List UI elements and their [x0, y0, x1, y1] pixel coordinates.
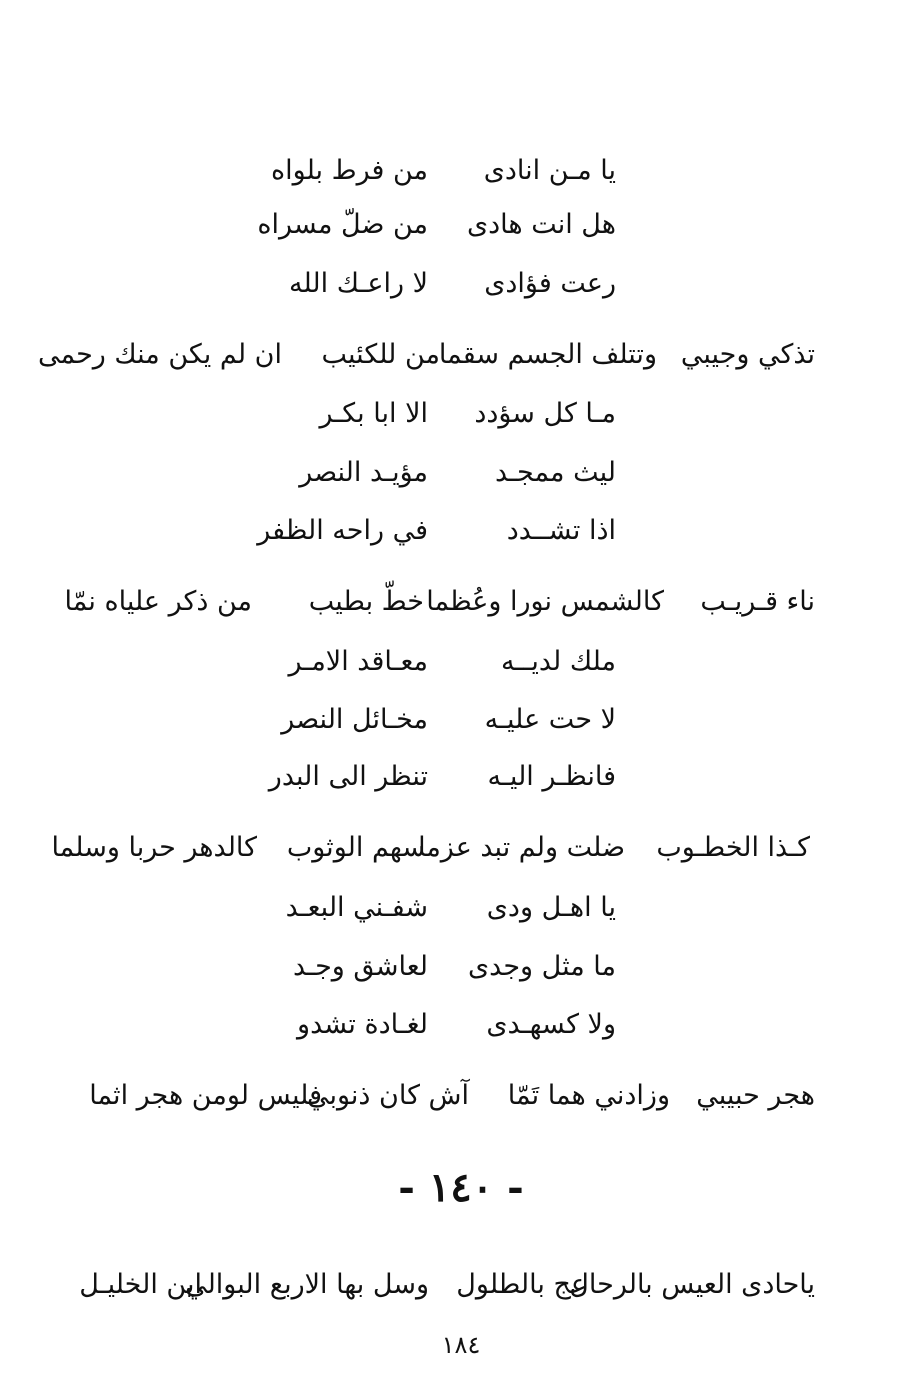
refrain-part: آش كان ذنوبي [306, 1080, 469, 1111]
refrain-part: ناء قـريـب [700, 586, 815, 617]
verse-left-hemistich: مؤيـد النصر [299, 457, 428, 488]
verse-line [0, 208, 922, 242]
verse-line [0, 891, 922, 925]
refrain-part: ياحادى العيس بالرحال [569, 1269, 815, 1300]
verse-line [0, 456, 922, 490]
section-number: - ١٤٠ - [398, 1164, 524, 1211]
verse-right-hemistich: مـا كل سؤدد [474, 398, 616, 429]
refrain-part: سهم الوثوب [286, 832, 425, 863]
verse-line [0, 703, 922, 737]
verse-left-hemistich: لعاشق وجـد [292, 951, 428, 982]
verse-right-hemistich: فانظـر اليـه [487, 761, 616, 792]
verse-left-hemistich: شفـني البعـد [285, 892, 428, 923]
verse-line [0, 645, 922, 679]
verse-right-hemistich: ملك لديــه [501, 646, 616, 677]
refrain-line [0, 831, 922, 865]
refrain-part: من للكئيب [321, 339, 440, 370]
verse-left-hemistich: من فرط بلواه [270, 155, 428, 186]
verse-line [0, 1008, 922, 1042]
refrain-part: عج بالطلول [456, 1269, 587, 1300]
verse-right-hemistich: ليث ممجـد [494, 457, 616, 488]
verse-right-hemistich: يا مـن انادى [483, 155, 616, 186]
verse-left-hemistich: لغـادة تشدو [297, 1009, 428, 1040]
refrain-part: كـذا الخطـوب [656, 832, 810, 863]
refrain-part: اين الخليـل [79, 1269, 202, 1300]
refrain-part: ضلت ولم تبد عزما [418, 832, 625, 863]
refrain-part: وسل بها الاربع البوالي [185, 1269, 429, 1300]
refrain-part: وزادني هما تَمّا [507, 1080, 670, 1111]
verse-line [0, 397, 922, 431]
refrain-part: كالدهر حربا وسلما [51, 832, 257, 863]
verse-line [0, 154, 922, 188]
verse-left-hemistich: تنظر الى البدر [268, 761, 428, 792]
verse-left-hemistich: معـاقد الامـر [288, 646, 428, 677]
verse-right-hemistich: ما مثل وجدى [468, 951, 616, 982]
verse-right-hemistich: اذا تشــدد [506, 515, 616, 546]
verse-right-hemistich: يا اهـل ودى [486, 892, 616, 923]
refrain-part: خطّ بطيب [308, 586, 424, 617]
verse-left-hemistich: مخـائل النصر [281, 704, 428, 735]
verse-left-hemistich: لا راعـك الله [288, 268, 428, 299]
refrain-part: تذكي وجيبي [680, 339, 815, 370]
verse-left-hemistich: في راحه الظفر [257, 515, 428, 546]
verse-left-hemistich: الا ابا بكـر [319, 398, 428, 429]
refrain-line [0, 585, 922, 619]
verse-right-hemistich: لا حت عليـه [484, 704, 616, 735]
page-number: ١٨٤ [441, 1331, 481, 1359]
refrain-line [0, 338, 922, 372]
refrain-part: من ذكر علياه نمّا [64, 586, 252, 617]
verse-line [0, 514, 922, 548]
verse-left-hemistich: من ضلّ مسراه [257, 209, 428, 240]
refrain-part: فليس لومن هجر اثما [89, 1080, 322, 1111]
verse-line [0, 1268, 922, 1302]
verse-right-hemistich: رعت فؤادى [484, 268, 616, 299]
refrain-part: هجر حبيبي [696, 1080, 815, 1111]
verse-line [0, 267, 922, 301]
refrain-part: وتتلف الجسم سقما [438, 339, 657, 370]
verse-right-hemistich: ولا كسهـدى [486, 1009, 616, 1040]
verse-right-hemistich: هل انت هادى [466, 209, 616, 240]
verse-line [0, 760, 922, 794]
refrain-line [0, 1079, 922, 1113]
refrain-part: ان لم يكن منك رحمى [37, 339, 282, 370]
refrain-part: كالشمس نورا وعُظما [426, 586, 664, 617]
verse-line [0, 950, 922, 984]
